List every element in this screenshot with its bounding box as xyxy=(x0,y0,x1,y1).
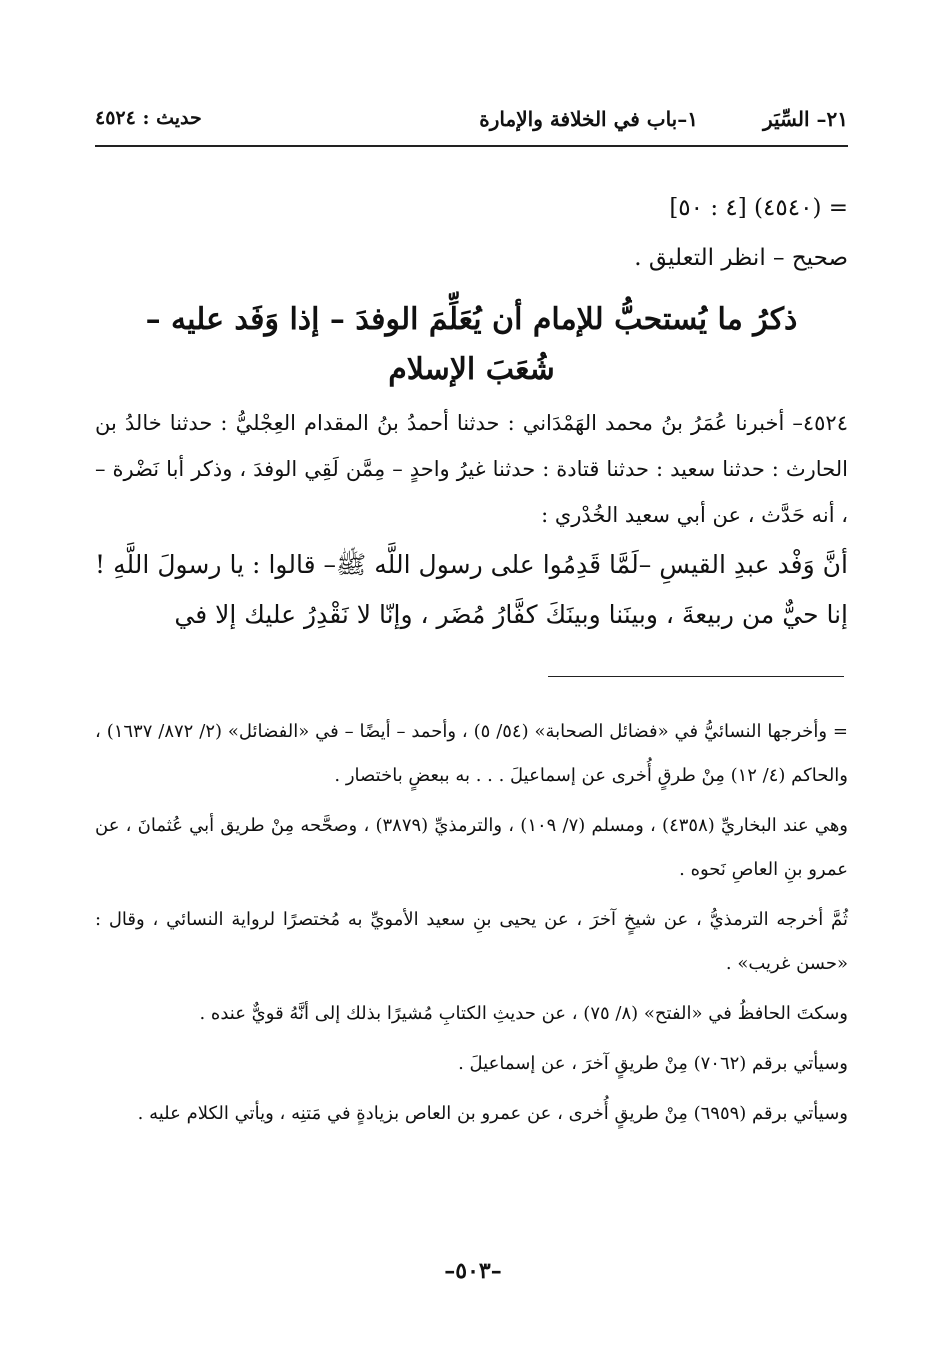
book-title: ٢١– السِّيَر xyxy=(762,107,848,131)
footnote-divider xyxy=(548,676,844,677)
hadith-grade: صحيح – انظر التعليق . xyxy=(634,245,848,271)
hadith-body xyxy=(95,400,848,640)
cross-reference: = (٤٥٤٠) [٤ : ٥٠] xyxy=(669,195,848,221)
footnote-paragraph: وسيأتي برقم (٧٠٦٢) مِنْ طريقٍ آخرَ ، عن إسماعيلَ . xyxy=(458,1053,848,1074)
matn-paragraph: أنَّ وَفْد عبدِ القيسِ –لَمَّا قَدِمُوا على رسول اللَّه ﷺ– قالوا : يا رسولَ اللَّهِ ! إنا حيٌّ من ربيعةَ ، وبينَنا وبينَكَ كفَّارُ مُضَر ، وإنّا لا نَقْدِرُ عليك إلا في xyxy=(95,550,848,629)
hadith-number: حديث : ٤٥٢٤ xyxy=(95,107,202,129)
footnote-paragraph: وهي عند البخاريِّ (٤٣٥٨) ، ومسلم (٧/ ١٠٩) ، والترمذيِّ (٣٨٧٩) ، وصحَّحه مِنْ طريق أبي عُثمانَ ، عن عمرو بنِ العاصِ نَحوه . xyxy=(95,815,848,880)
footnote-paragraph: وسيأتي برقم (٦٩٥٩) مِنْ طريقٍ أُخرى ، عن عمرو بن العاص بزيادةٍ في مَتنِه ، ويأتي الكلام عليه . xyxy=(137,1103,848,1124)
section-title xyxy=(95,295,848,395)
running-header xyxy=(95,95,848,147)
footnotes xyxy=(95,710,848,1142)
isnad-paragraph: ٤٥٢٤– أخبرنا عُمَرُ بنُ محمد الهَمْدَاني : حدثنا أحمدُ بنُ المقدام العِجْليُّ : حدثنا خالدُ بن الحارث : حدثنا سعيد : حدثنا قتادة : حدثنا غيرُ واحدٍ – مِمَّن لَقِي الوفدَ ، وذكر أبا نَضْرة – ، أنه حَدَّث ، عن أبي سعيد الخُدْري : xyxy=(95,411,848,527)
footnote-paragraph: = وأخرجها النسائيُّ في «فضائل الصحابة» (٥٤/ ٥) ، وأحمد – أيضًا – في «الفضائل» (٢/ ٨٧٢/ ١٦٣٧) ، والحاكم (٤/ ١٢) مِنْ طرقٍ أُخرى عن إسماعيلَ . . . به ببعضٍ باختصار . xyxy=(95,721,848,786)
section-title-line-2: شُعَبَ الإسلام xyxy=(388,352,555,387)
footnote-paragraph: ثُمَّ أخرجه الترمذيُّ ، عن شيخٍ آخرَ ، عن يحيى بنِ سعيد الأمويِّ به مُختصرًا لرواية النسائي ، وقال : «حسن غريب» . xyxy=(95,909,848,974)
footnote-paragraph: وسكتَ الحافظُ في «الفتح» (٨/ ٧٥) ، عن حديثِ الكتابِ مُشيرًا بذلك إلى أنَّهُ قويٌّ عنده . xyxy=(199,1003,848,1024)
page-number: –٥٠٣– xyxy=(444,1258,502,1284)
section-title-line-1: ذكرُ ما يُستحبُّ للإمام أن يُعَلِّمَ الوفدَ – إذا وَفَد عليه – xyxy=(145,302,798,337)
chapter-title: ١–باب في الخلافة والإمارة xyxy=(479,107,698,131)
